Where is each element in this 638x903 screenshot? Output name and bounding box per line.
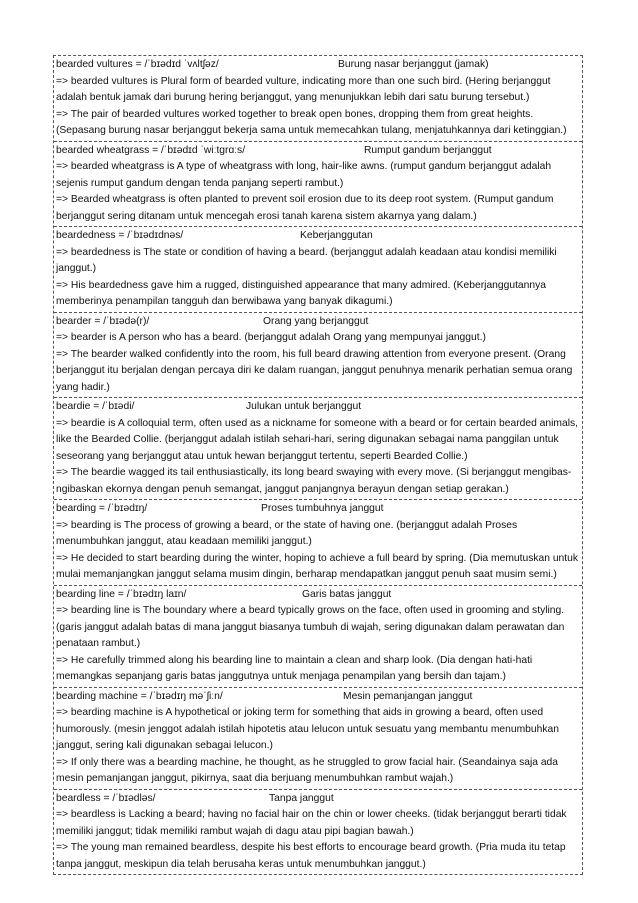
entry-bearding-line	[54, 586, 582, 688]
entry-translation: Julukan untuk berjanggut	[246, 401, 362, 412]
entry-term: bearder = /ˈbɪədə(r)/	[56, 315, 150, 327]
entry-definition: => bearding is The process of growing a beard, or the state of having one. (berjanggut adalah Proses menumbuhkan janggut, atau keadaan memiliki janggut.)	[56, 519, 518, 547]
entry-term: bearding machine = /ˈbɪədɪŋ məˈʃiːn/	[56, 690, 223, 702]
dictionary-document	[53, 55, 583, 875]
entry-definition: => bearding line is The boundary where a beard typically grows on the face, often used in grooming and styling. (garis janggut adalah batas di mana janggut biasanya tumbuh di wajah, sering digunakan dalam perawatan dan penataan rambut.)	[56, 605, 565, 649]
entry-definition: => bearded wheatgrass is A type of wheatgrass with long, hair-like awns. (rumput gandum berjanggut adalah sejenis rumput gandum dengan tenda panjang seperti rambut.)	[56, 161, 552, 189]
entry-bearder	[54, 313, 582, 399]
entry-beardedness	[54, 227, 582, 313]
entry-bearding	[54, 500, 582, 586]
entry-translation: Tanpa janggut	[269, 792, 334, 804]
entry-translation: Proses tumbuhnya janggut	[261, 503, 384, 514]
entry-translation: Rumput gandum berjanggut	[364, 144, 492, 156]
entry-beardless	[54, 790, 582, 875]
entry-definition: => bearding machine is A hypothetical or joking term for something that aids in growing a beard, often used humorously. (mesin jenggot adalah istilah hipotetis atau lelucon untuk sesuatu yang membantu menumbuhkan janggut, sering kali digunakan sebagai lelucon.)	[56, 707, 559, 751]
entry-example: => The pair of bearded vultures worked together to break open bones, dropping them from great heights. (Sepasang burung nasar berjanggut bekerja sama untuk memecahkan tulang, menjatuhkannya dari ketinggian.)	[56, 108, 567, 136]
entry-definition: => bearder is A person who has a beard. (berjanggut adalah Orang yang mempunyai janggut.)	[56, 332, 486, 343]
entry-term: bearded vultures = /ˈbɪədɪd ˈvʌltʃəz/	[56, 59, 219, 70]
entry-example: => The beardie wagged its tail enthusiastically, its long beard swaying with every move. (Si berjanggut mengibas-ngibaskan ekornya dengan penuh semangat, janggut panjangnya berayun dengan setiap gerakan.)	[56, 467, 572, 495]
entry-example: => He carefully trimmed along his bearding line to maintain a clean and sharp look. (Dia dengan hati-hati memangkas sepanjang garis batas janggutnya untuk menjaga penampilan yang bersih dan tajam.)	[56, 654, 533, 682]
entry-translation: Orang yang berjanggut	[263, 315, 369, 327]
entry-term: bearded wheatgrass = /ˈbɪədɪd ˈwiːtgrɑːs/	[56, 144, 246, 156]
entry-bearding-machine	[54, 688, 582, 790]
entry-example: => The bearder walked confidently into the room, his full beard drawing attention from everyone present. (Orang berjanggut itu berjalan dengan percaya diri ke dalam ruangan, janggut penuhnya menarik perhatian semua orang yang hadir.)	[56, 348, 573, 393]
entry-translation: Garis batas janggut	[302, 588, 392, 600]
entry-translation: Burung nasar berjanggut (jamak)	[338, 59, 489, 70]
entry-definition: => beardie is A colloquial term, often used as a nickname for someone with a beard or for certain bearded animals, like the Bearded Collie. (berjanggut adalah istilah sehari-hari, sering digunakan sebagai nama panggilan untuk seseorang yang berjanggut atau untuk hewan berjanggut tertentu, seperti Bearded Collie.)	[56, 417, 579, 462]
entry-beardie	[54, 398, 582, 500]
entry-example: => His beardedness gave him a rugged, distinguished appearance that many admired. (Keberjanggutannya memberinya penampilan tangguh dan berwibawa yang banyak dikagumi.)	[56, 279, 546, 307]
entry-translation: Mesin pemanjangan janggut	[343, 690, 473, 702]
entry-example: => He decided to start bearding during the winter, hoping to achieve a full beard by spring. (Dia memutuskan untuk mulai memanjangkan janggut selama musim dingin, berharap mendapatkan janggut penuh saat musim semi.)	[56, 552, 579, 580]
entry-example: => If only there was a bearding machine, he thought, as he struggled to grow facial hair. (Seandainya saja ada mesin pemanjangan janggut, pikirnya, saat dia berjuang menumbuhkan rambut wajah.)	[56, 756, 559, 784]
entry-example: => Bearded wheatgrass is often planted to prevent soil erosion due to its deep root system. (Rumput gandum berjanggut sering ditanam untuk mencegah erosi tanah karena sistem akarnya yang dalam.)	[56, 194, 554, 222]
entry-definition: => beardedness is The state or condition of having a beard. (berjanggut adalah keadaan atau kondisi memiliki janggut.)	[56, 246, 557, 274]
entry-bearded-wheatgrass	[54, 142, 582, 228]
entry-bearded-vultures	[54, 56, 582, 142]
entry-definition: => bearded vultures is Plural form of bearded vulture, indicating more than one such bird. (Hering berjanggut adalah bentuk jamak dari burung hering berjanggut, yang menunjukkan lebih dari satu burung tersebut.)	[56, 75, 551, 103]
entry-term: bearding line = /ˈbɪədɪŋ laɪn/	[56, 588, 187, 600]
entry-term: beardie = /ˈbɪədi/	[56, 401, 135, 412]
entry-term: beardless = /ˈbɪədləs/	[56, 792, 156, 804]
entry-term: bearding = /ˈbɪədɪŋ/	[56, 503, 148, 514]
entry-definition: => beardless is Lacking a beard; having no facial hair on the chin or lower cheeks. (tidak berjanggut berarti tidak memiliki janggut; tidak memiliki rambut wajah di dagu atau pipi bagian bawah.)	[56, 809, 567, 837]
entry-example: => The young man remained beardless, despite his best efforts to encourage beard growth. (Pria muda itu tetap tanpa janggut, meskipun dia telah berusaha keras untuk menumbuhkan janggut.)	[56, 842, 566, 870]
entry-translation: Keberjanggutan	[300, 230, 373, 241]
entry-term: beardedness = /ˈbɪədɪdnəs/	[56, 230, 184, 241]
